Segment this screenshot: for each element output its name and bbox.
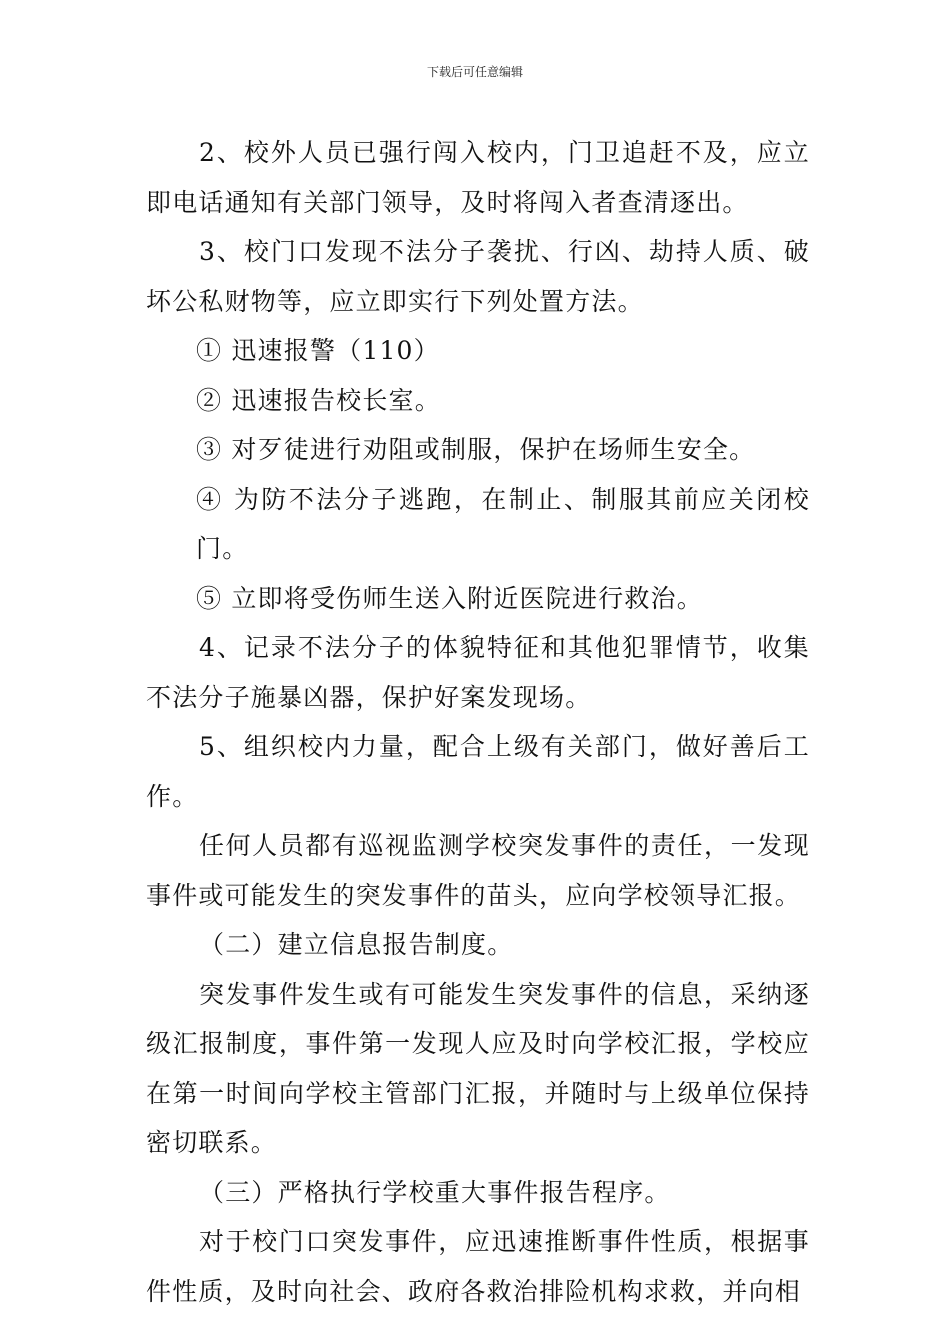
paragraph-item-2: 2、校外人员已强行闯入校内，门卫追赶不及，应立即电话通知有关部门领导，及时将闯入者查清逐出。 [146, 138, 810, 217]
list-item-3: ③ 对歹徒进行劝阻或制服，保护在场师生安全。 [196, 435, 756, 464]
paragraph-item-3: 3、校门口发现不法分子袭扰、行凶、劫持人质、破坏公私财物等，应立即实行下列处置方法。 [146, 237, 810, 316]
paragraph-report-system: 突发事件发生或有可能发生突发事件的信息，采纳逐级汇报制度，事件第一发现人应及时向学校汇报，学校应在第一时间向学校主管部门汇报，并随时与上级单位保持密切联系。 [146, 979, 810, 1157]
page-header: 下载后可任意编辑 [426, 65, 523, 79]
section-heading-3: （三）严格执行学校重大事件报告程序。 [199, 1177, 671, 1207]
list-item-2: ② 迅速报告校长室。 [196, 385, 441, 415]
paragraph-gate-incident: 对于校门口突发事件，应迅速推断事件性质，根据事件性质，及时向社会、政府各救治排险机构求救，并向相 [146, 1227, 810, 1306]
list-item-5: ⑤ 立即将受伤师生送入附近医院进行救治。 [196, 583, 703, 613]
document-body [146, 128, 810, 1316]
list-item-4: ④ 为防不法分子逃跑，在制止、制服其前应关闭校门。 [196, 484, 810, 563]
paragraph-patrol-duty: 任何人员都有巡视监测学校突发事件的责任，一发现事件或可能发生的突发事件的苗头，应向学校领导汇报。 [146, 831, 810, 910]
paragraph-item-5: 5、组织校内力量，配合上级有关部门，做好善后工作。 [146, 732, 810, 811]
paragraph-item-4: 4、记录不法分子的体貌特征和其他犯罪情节，收集不法分子施暴凶器，保护好案发现场。 [146, 633, 810, 712]
section-heading-2: （二）建立信息报告制度。 [199, 930, 514, 959]
list-item-1: ① 迅速报警（110） [196, 336, 440, 365]
